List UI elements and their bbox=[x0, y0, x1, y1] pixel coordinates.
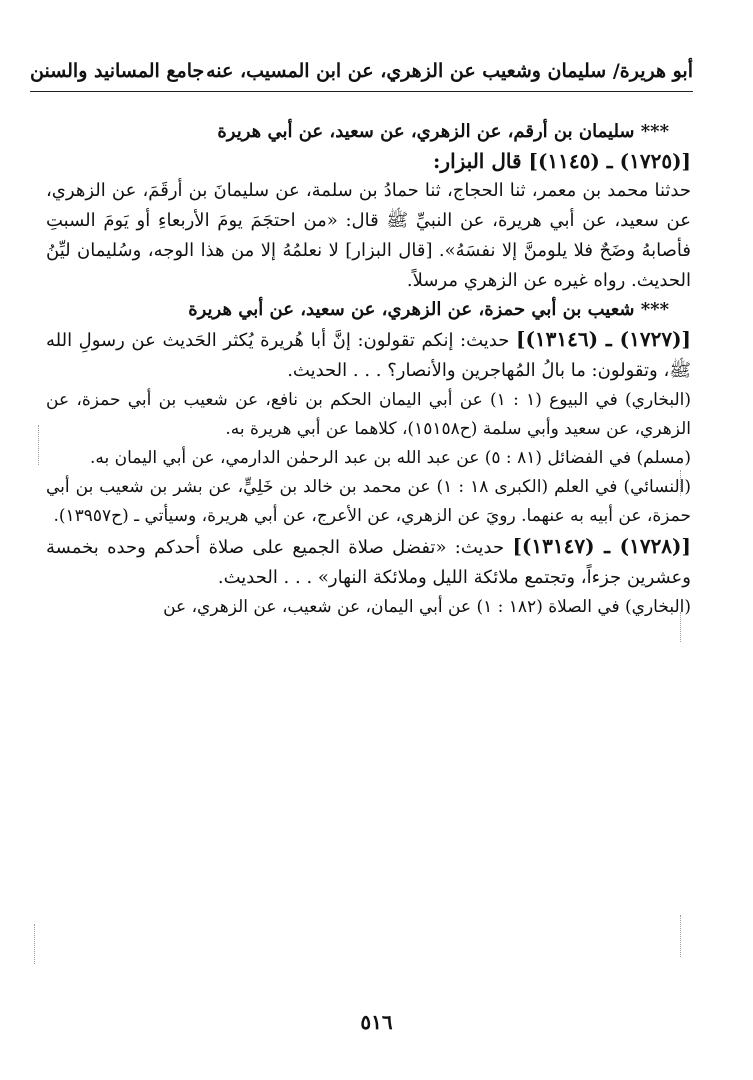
page-number: ٥١٦ bbox=[360, 1010, 393, 1034]
header-book-title: جامع المسانيد والسنن bbox=[30, 60, 205, 82]
margin-mark bbox=[680, 915, 681, 957]
hadith-text: حدثنا محمد بن معمر، ثنا الحجاج، ثنا حمادُ بن سلمة، عن سليمانَ بن أرقَمَ، عن الزهري، عن سعيد، عن أبي هريرة، عن النبيِّ ﷺ قال: «من احتجَمَ يومَ الأربعاءِ أو يَومَ السبتِ فأصابهُ وضَحٌ فلا يلومنَّ إلا نفسَهُ». [قال البزار] لا نعلمُهُ إلا من هذا الوجه، وسُليمان ليِّنُ الحديث. رواه غيره عن الزهري مرسلاً. bbox=[46, 180, 691, 291]
hadith-entry-heading: [(١٧٢٥) ـ (١١٤٥)] قال البزار: bbox=[433, 149, 691, 173]
source-citation: (البخاري) في الصلاة (١٨٢ : ١) عن أبي اليمان، عن شعيب، عن الزهري، عن bbox=[163, 597, 691, 617]
header-chapter-title: أبو هريرة/ سليمان وشعيب عن الزهري، عن ابن المسيب، عنه bbox=[206, 60, 693, 82]
running-header bbox=[30, 56, 693, 90]
hadith-entry bbox=[46, 531, 691, 593]
hadith-entry-heading: [(١٧٢٧) ـ (١٣١٤٦)] bbox=[515, 327, 691, 351]
section-heading: *** سليمان بن أرقم، عن الزهري، عن سعيد، عن أبي هريرة bbox=[217, 121, 669, 142]
hadith-entry-heading: [(١٧٢٨) ـ (١٣١٤٧)] bbox=[512, 534, 691, 558]
margin-mark bbox=[34, 924, 35, 964]
hadith-text: حديث: إنكم تقولون: إنَّ أبا هُريرة يُكثر الحَديث عن رسولِ الله ﷺ، وتقولون: ما بالُ المُهاجرين والأنصار؟ . . . الحديث. bbox=[46, 330, 691, 381]
hadith-text: حديث: «تفضل صلاة الجميع على صلاة أحدكم وحده بخمسة وعشرين جزءاً، وتجتمع ملائكة الليل وملائكة النهار» . . . الحديث. bbox=[46, 537, 691, 588]
header-divider bbox=[30, 91, 693, 92]
source-citation: (البخاري) في البيوع (١ : ١) عن أبي اليمان الحكم بن نافع، عن شعيب بن أبي حمزة، عن الزهري، عن سعيد وأبي سلمة (ح١٥١٥٨)، كلاهما عن أبي هريرة به. bbox=[46, 390, 691, 439]
hadith-entry bbox=[46, 324, 691, 386]
source-citation: (مسلم) في الفضائل (٨١ : ٥) عن عبد الله بن عبد الرحمٰن الدارمي، عن أبي اليمان به. bbox=[89, 448, 691, 468]
source-citation: (النسائي) في العلم (الكبرى ١٨ : ١) عن محمد بن خالد بن خَلِيٍّ، عن بشر بن شعيب بن أبي حمزة، عن أبيه به عنهما. رويَ عن الزهري، عن الأعرج، عن أبي هريرة، وسيأتي ـ (ح١٣٩٥٧). bbox=[46, 477, 691, 526]
margin-mark bbox=[38, 425, 39, 465]
page-content bbox=[46, 118, 691, 622]
section-heading: *** شعيب بن أبي حمزة، عن الزهري، عن سعيد، عن أبي هريرة bbox=[188, 299, 669, 320]
